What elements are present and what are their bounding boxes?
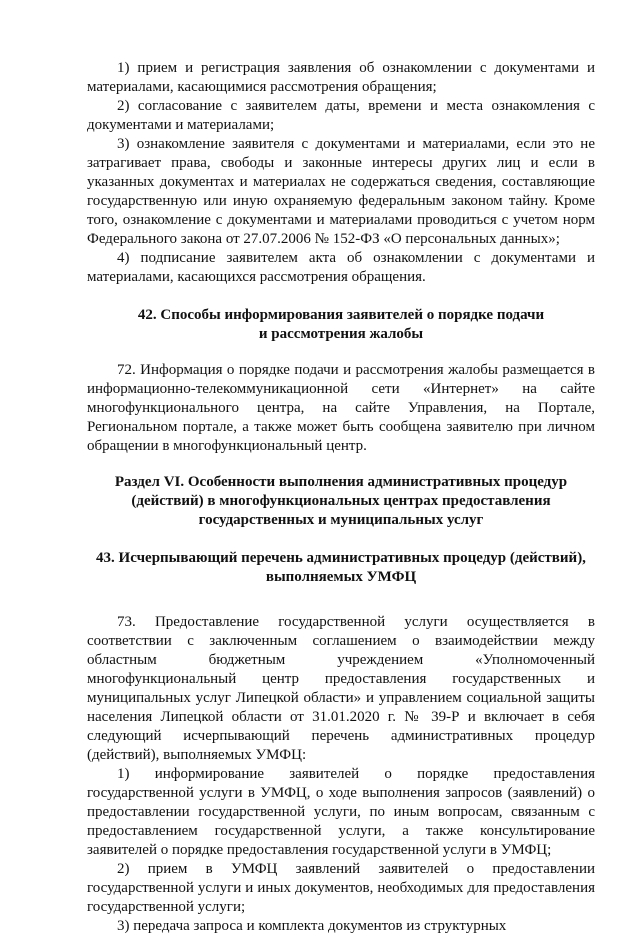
heading-line: Раздел VI. Особенности выполнения административных процедур bbox=[114, 474, 568, 490]
section-vi-heading bbox=[87, 473, 595, 530]
heading-line: 43. Исчерпывающий перечень административных процедур (действий), bbox=[96, 550, 586, 566]
heading-line: (действий) в многофункциональных центрах предоставления bbox=[131, 493, 551, 509]
paragraph-72: 72. Информация о порядке подачи и рассмотрения жалобы размещается в информационно-телекоммуникационной сети «Интернет» на сайте многофункционального центра, на сайте Управления, на Портале, Региональном портале, а также может быть сообщена заявителю при личном обращении в многофункциональный центр. bbox=[87, 362, 595, 454]
section-42-heading bbox=[87, 306, 595, 344]
list-item: 2) прием в УМФЦ заявлений заявителей о предоставлении государственной услуги и иных документов, необходимых для предоставления государственной услуги; bbox=[87, 861, 595, 915]
list-item: 1) прием и регистрация заявления об ознакомлении с документами и материалами, касающимися рассмотрения обращения; bbox=[87, 60, 595, 95]
section-43-heading bbox=[87, 549, 595, 587]
list-item: 4) подписание заявителем акта об ознакомлении с документами и материалами, касающихся рассмотрения обращения. bbox=[87, 250, 595, 285]
list-item: 1) информирование заявителей о порядке предоставления государственной услуги в УМФЦ, о ходе выполнения запросов (заявлений) о предоставлении государственной услуги, по иным вопросам, связанным с предоставлением государственной услуги, а также консультирование заявителей о порядке предоставления государственной услуги в УМФЦ; bbox=[87, 766, 595, 858]
heading-line: 42. Способы информирования заявителей о порядке подачи bbox=[137, 307, 545, 323]
paragraph-73: 73. Предоставление государственной услуги осуществляется в соответствии с заключенным соглашением о взаимодействии между областным бюджетным учреждением «Уполномоченный многофункциональный центр предоставления государственных и муниципальных услуг Липецкой области» и управлением социальной защиты населения Липецкой области от 31.01.2020 г. № 39-Р и включает в себя следующий исчерпывающий перечень административных процедур (действий), выполняемых УМФЦ: bbox=[87, 614, 595, 763]
document-body bbox=[87, 59, 595, 936]
list-item: 2) согласование с заявителем даты, времени и места ознакомления с документами и материалами; bbox=[87, 98, 595, 133]
list-item: 3) передача запроса и комплекта документов из структурных bbox=[117, 918, 507, 934]
heading-line: и рассмотрения жалобы bbox=[258, 326, 424, 342]
heading-line: выполняемых УМФЦ bbox=[265, 569, 417, 585]
list-item: 3) ознакомление заявителя с документами и материалами, если это не затрагивает права, свободы и законные интересы других лиц и если в указанных документах и материалах не содержаться сведения, составляющие государственную или иную охраняемую федеральным законом тайну. Кроме того, ознакомление с документами и материалами проводиться с учетом норм Федерального закона от 27.07.2006 № 152-ФЗ «О персональных данных»; bbox=[87, 136, 595, 247]
heading-line: государственных и муниципальных услуг bbox=[198, 512, 484, 528]
